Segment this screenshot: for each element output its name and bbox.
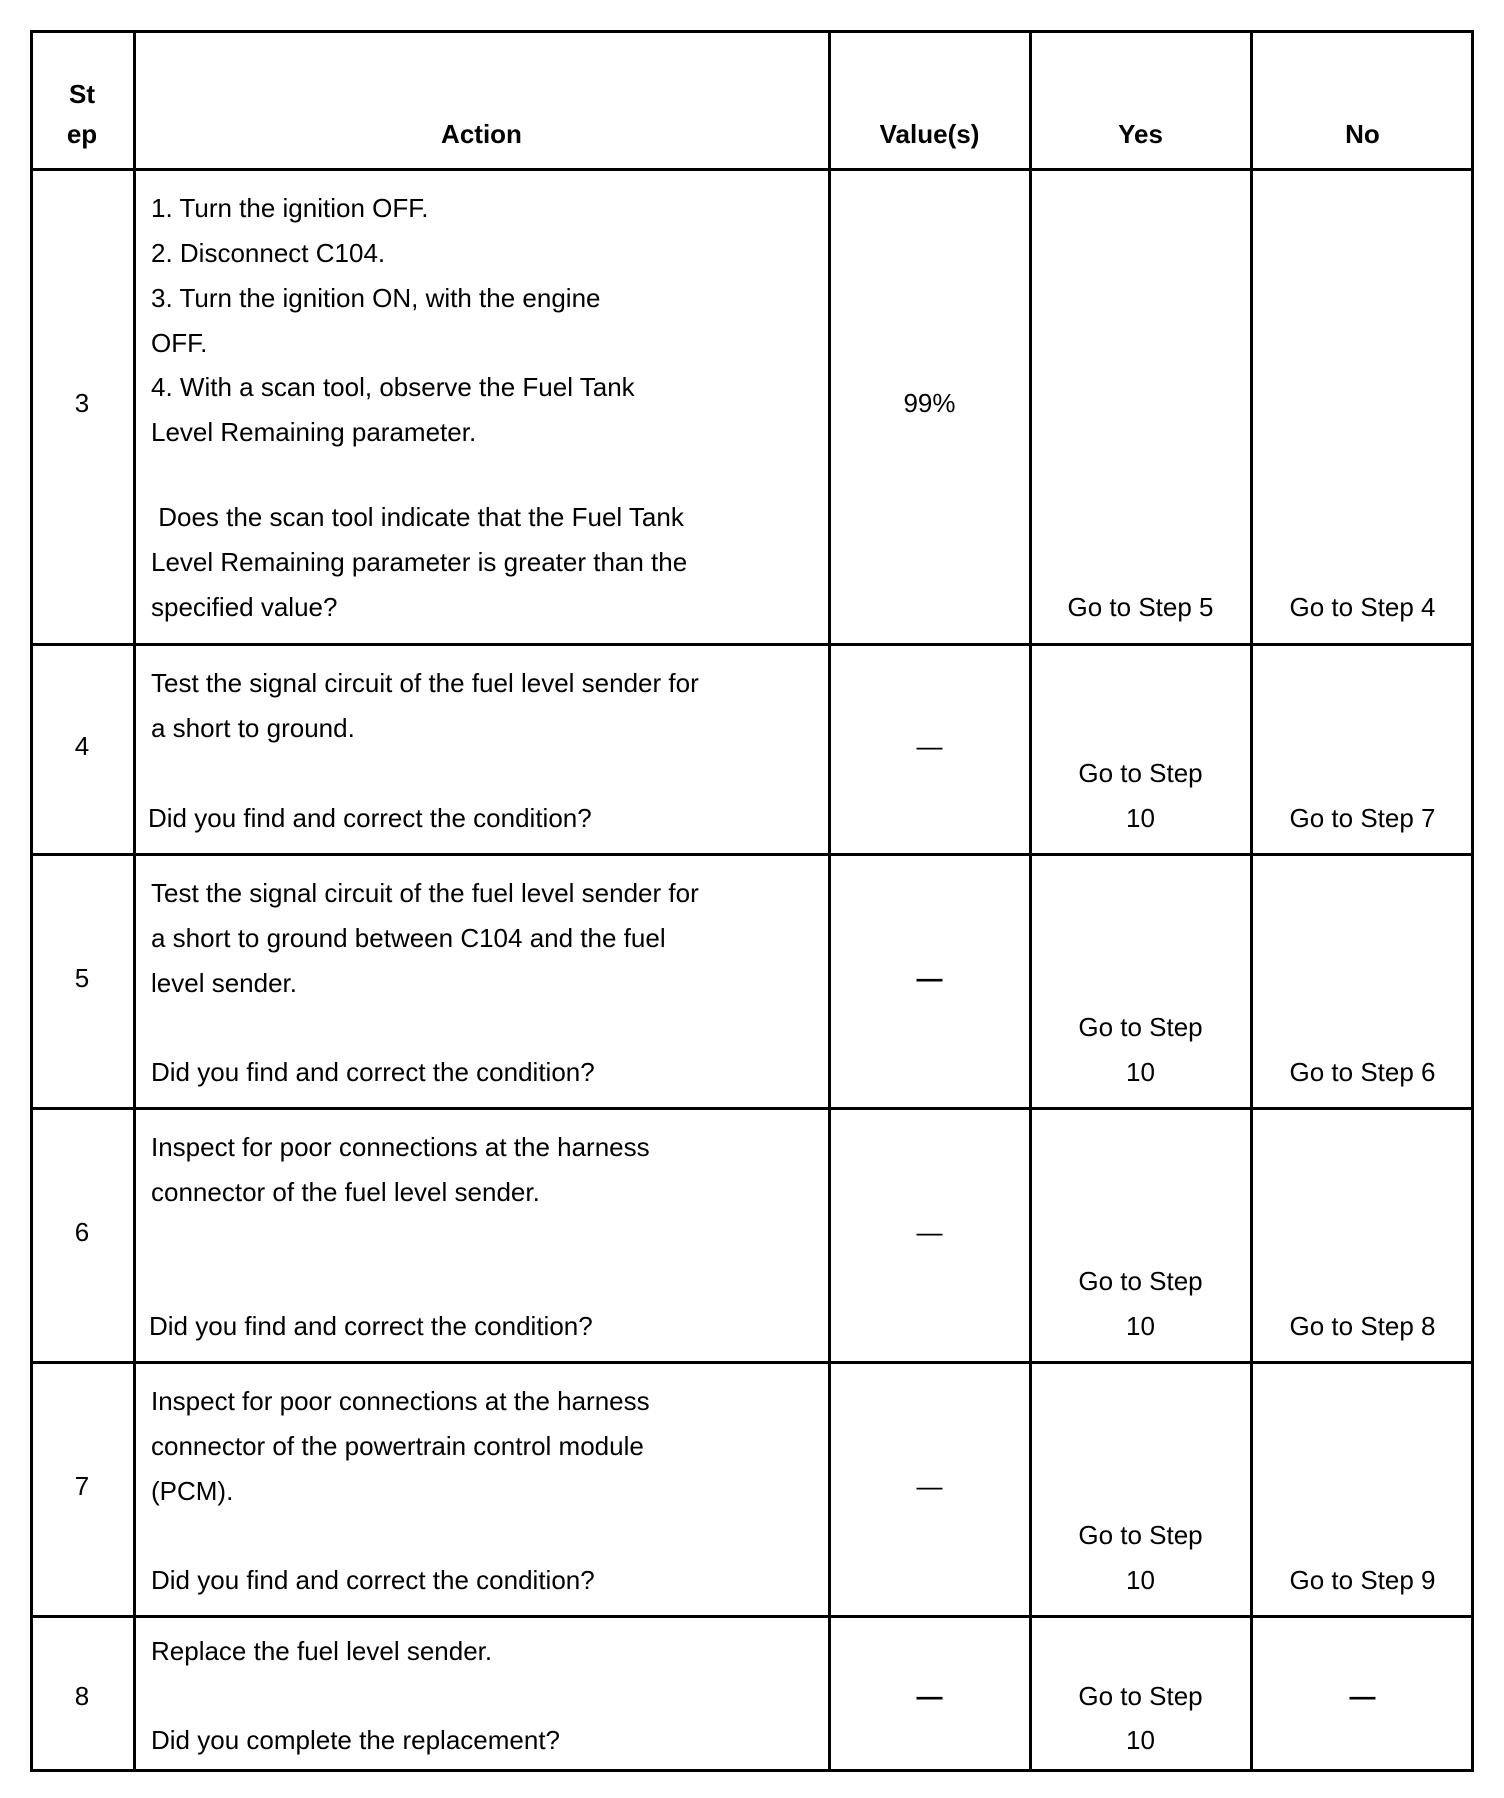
step-number-text: 8 [74, 1681, 90, 1711]
action-line: OFF. [151, 328, 208, 358]
action-line: Level Remaining parameter. [151, 417, 477, 447]
yes-text: 10 [1126, 1311, 1155, 1341]
no-text: Go to Step 9 [1289, 1565, 1436, 1595]
step-number-text: 5 [74, 963, 90, 993]
header-action-label: Action [441, 119, 522, 149]
action-line: 4. With a scan tool, observe the Fuel Tank [151, 372, 635, 402]
yes-cell [1030, 646, 1251, 853]
header-step [30, 33, 134, 168]
value-cell [829, 646, 1030, 853]
no-cell [1251, 1364, 1474, 1615]
yes-text: 10 [1126, 803, 1155, 833]
action-question: Did you find and correct the condition? [149, 1311, 593, 1341]
action-line: connector of the fuel level sender. [151, 1177, 540, 1207]
no-text: Go to Step 6 [1289, 1057, 1436, 1087]
yes-text: Go to Step [1078, 758, 1203, 788]
action-question: Did you complete the replacement? [151, 1725, 561, 1755]
step-number-text: 6 [74, 1217, 90, 1247]
step-number [30, 1618, 134, 1769]
action-question: specified value? [151, 592, 338, 622]
step-number [30, 646, 134, 853]
no-cell [1251, 1618, 1474, 1769]
action-question: Did you find and correct the condition? [151, 1565, 595, 1595]
header-no [1251, 33, 1474, 168]
table-row [30, 646, 1474, 856]
yes-text: Go to Step 5 [1067, 592, 1214, 622]
value-dash: — [916, 963, 943, 993]
action-cell [134, 1110, 829, 1361]
no-cell [1251, 1110, 1474, 1361]
header-step-line: St [69, 79, 95, 109]
action-line: Inspect for poor connections at the harness [151, 1132, 650, 1162]
no-text: Go to Step 7 [1289, 803, 1436, 833]
value-cell [829, 856, 1030, 1107]
value-dash: — [916, 1217, 943, 1247]
step-number-text: 7 [74, 1471, 90, 1501]
action-question: Did you find and correct the condition? [148, 803, 592, 833]
action-line: level sender. [151, 968, 297, 998]
action-question: Does the scan tool indicate that the Fuel Tank [151, 502, 684, 532]
yes-text: Go to Step [1078, 1012, 1203, 1042]
yes-cell [1030, 1110, 1251, 1361]
action-line: Inspect for poor connections at the harness [151, 1386, 650, 1416]
step-number-text: 4 [74, 731, 90, 761]
header-yes-label: Yes [1118, 119, 1163, 149]
no-dash: — [1349, 1681, 1376, 1711]
yes-text: Go to Step [1078, 1266, 1203, 1296]
action-line: 2. Disconnect C104. [151, 238, 386, 268]
action-question: Level Remaining parameter is greater than the [151, 547, 688, 577]
value-cell [829, 1364, 1030, 1615]
action-line: a short to ground between C104 and the fuel [151, 923, 666, 953]
no-cell [1251, 856, 1474, 1107]
action-cell [134, 171, 829, 643]
header-yes [1030, 33, 1251, 168]
yes-text: 10 [1126, 1565, 1155, 1595]
action-line: 3. Turn the ignition ON, with the engine [151, 283, 601, 313]
step-number-text: 3 [74, 388, 90, 418]
value-cell [829, 171, 1030, 643]
table-row [30, 1110, 1474, 1364]
action-cell [134, 856, 829, 1107]
diagnostic-table [30, 30, 1474, 1772]
action-cell [134, 1618, 829, 1769]
header-step-line: ep [66, 119, 98, 149]
action-line: Replace the fuel level sender. [151, 1636, 493, 1666]
action-cell [134, 646, 829, 853]
action-line: Test the signal circuit of the fuel level sender for [151, 878, 699, 908]
header-value [829, 33, 1030, 168]
yes-text: 10 [1126, 1725, 1155, 1755]
action-line: Test the signal circuit of the fuel level sender for [151, 668, 699, 698]
yes-cell [1030, 1618, 1251, 1769]
step-number [30, 171, 134, 643]
action-line: connector of the powertrain control module [151, 1431, 644, 1461]
yes-cell [1030, 171, 1251, 643]
value-cell [829, 1110, 1030, 1361]
value-dash: — [916, 1681, 943, 1711]
yes-text: Go to Step [1078, 1520, 1203, 1550]
yes-text: 10 [1126, 1057, 1155, 1087]
value-cell [829, 1618, 1030, 1769]
no-text: Go to Step 8 [1289, 1311, 1436, 1341]
value-dash: — [916, 731, 943, 761]
yes-cell [1030, 856, 1251, 1107]
step-number [30, 1110, 134, 1361]
action-line: 1. Turn the ignition OFF. [151, 193, 429, 223]
step-number [30, 856, 134, 1107]
step-number [30, 1364, 134, 1615]
no-cell [1251, 171, 1474, 643]
header-action [134, 33, 829, 168]
no-cell [1251, 646, 1474, 853]
table-row [30, 1618, 1474, 1772]
value-dash: — [916, 1471, 943, 1501]
action-cell [134, 1364, 829, 1615]
yes-text: Go to Step [1078, 1681, 1203, 1711]
action-question: Did you find and correct the condition? [151, 1057, 595, 1087]
action-line: (PCM). [151, 1476, 234, 1506]
header-row [30, 30, 1474, 171]
action-line: a short to ground. [151, 713, 355, 743]
table-row [30, 1364, 1474, 1618]
header-value-label: Value(s) [879, 119, 980, 149]
table-row [30, 856, 1474, 1110]
table-row [30, 171, 1474, 646]
yes-cell [1030, 1364, 1251, 1615]
header-no-label: No [1345, 119, 1380, 149]
value-text: 99% [903, 388, 956, 418]
no-text: Go to Step 4 [1289, 592, 1436, 622]
